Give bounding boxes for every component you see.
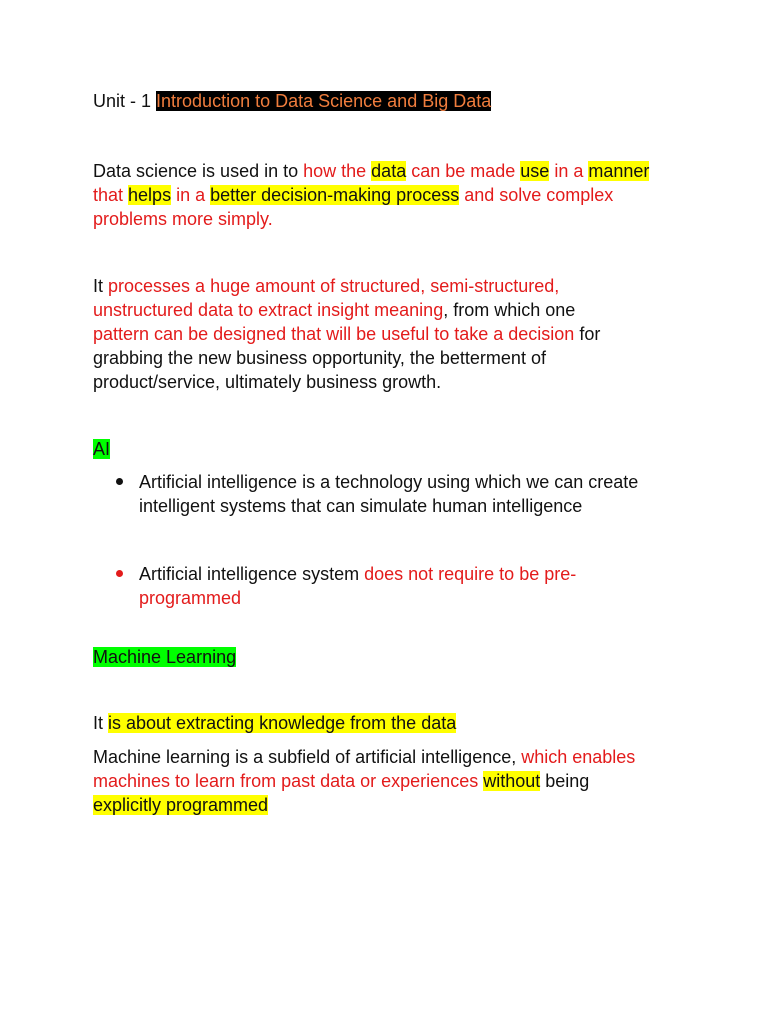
ai-bullet-1-line-2: intelligent systems that can simulate human intelligence	[139, 496, 583, 516]
highlight-segment: use	[520, 161, 550, 181]
text-segment: processes a huge amount of structured, semi-structured,	[108, 276, 560, 296]
highlight-segment: is about extracting knowledge from the data	[108, 713, 457, 733]
text-segment: can be made	[406, 161, 521, 181]
ml-heading-text: Machine Learning	[93, 647, 237, 667]
ml-definition-line-3	[93, 793, 268, 817]
ai-bullet-1-line-1: Artificial intelligence is a technology using which we can create	[139, 472, 639, 492]
bullet-icon	[116, 570, 123, 577]
text-segment: , from which one	[443, 300, 576, 320]
processes-line-3	[93, 322, 600, 346]
text-segment: unstructured data to extract insight meaning	[93, 300, 444, 320]
highlight-segment: explicitly programmed	[93, 795, 269, 815]
ml-definition-line-1	[93, 745, 635, 769]
text-segment: Machine learning is a subfield of artificial intelligence,	[93, 747, 522, 767]
highlight-segment: without	[483, 771, 541, 791]
processes-line-1	[93, 274, 559, 298]
text-segment: that	[93, 185, 129, 205]
text-segment: It	[93, 713, 109, 733]
text-segment: pattern can be designed that will be useful to take a decision	[93, 324, 575, 344]
ml-definition-line-2	[93, 769, 589, 793]
text-segment: in a	[549, 161, 589, 181]
text-segment: in a	[171, 185, 211, 205]
highlight-segment: helps	[128, 185, 172, 205]
ml-about	[93, 711, 456, 735]
ai-heading	[93, 437, 110, 461]
text-segment: It	[93, 276, 109, 296]
ml-heading	[93, 645, 236, 669]
processes-line-2	[93, 298, 575, 322]
intro-line-1	[93, 159, 649, 183]
unit-heading	[93, 89, 491, 113]
ai-bullet-2-line-1	[139, 562, 576, 586]
text-segment: and solve complex	[459, 185, 614, 205]
text-segment: being	[540, 771, 590, 791]
ai-heading-text: AI	[93, 439, 111, 459]
text-segment: which enables	[521, 747, 636, 767]
ai-bullet-2-line-2: programmed	[139, 588, 242, 608]
text-segment: does not require to be pre-	[364, 564, 577, 584]
text-segment: for	[574, 324, 601, 344]
processes-line-4: grabbing the new business opportunity, the betterment of	[93, 348, 546, 368]
highlight-segment: better decision-making process	[210, 185, 460, 205]
text-segment: machines to learn from past data or experiences	[93, 771, 484, 791]
text-segment: how the	[303, 161, 372, 181]
intro-line-2	[93, 183, 613, 207]
text-segment: Artificial intelligence system	[139, 564, 365, 584]
unit-title: Introduction to Data Science and Big Data	[156, 91, 492, 111]
intro-line-3: problems more simply.	[93, 209, 273, 229]
highlight-segment: data	[371, 161, 407, 181]
highlight-segment: manner	[588, 161, 650, 181]
processes-line-5: product/service, ultimately business growth.	[93, 372, 442, 392]
bullet-icon	[116, 478, 123, 485]
text-segment: Data science is used in to	[93, 161, 304, 181]
unit-label: Unit - 1	[93, 91, 157, 111]
